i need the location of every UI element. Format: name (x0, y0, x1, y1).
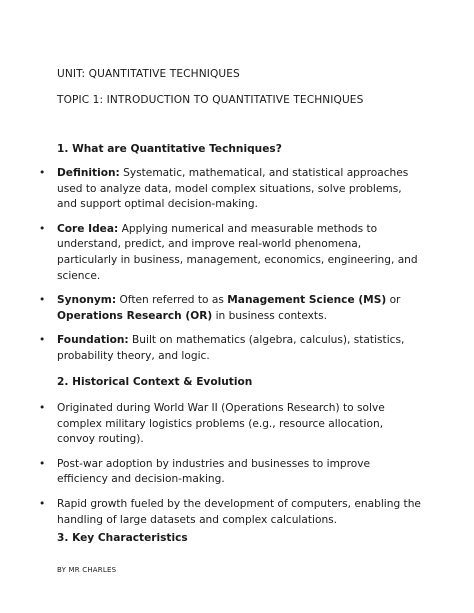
item-text: Originated during World War II (Operations Research) to solve complex military logistics problems (e.g., resource allocation, convoy routing). (57, 402, 385, 446)
item-text: Systematic, mathematical, and statistical approaches used to analyze data, model complex situations, solve problems, and support optimal decision-making. (57, 167, 409, 211)
list-item-rapid-growth (0, 497, 474, 528)
list-item-definition (0, 166, 474, 213)
list-item-origin (0, 401, 474, 448)
section-heading-what-are-qt: 1. What are Quantitative Techniques? (57, 143, 282, 155)
unit-heading: UNIT: QUANTITATIVE TECHNIQUES (57, 68, 240, 80)
bullet-icon: • (39, 222, 46, 235)
item-term: Definition: (57, 167, 120, 179)
item-term: Core Idea: (57, 222, 119, 235)
item-term: Foundation: (57, 334, 129, 347)
list-item-core-idea (0, 222, 474, 284)
item-text: or (386, 294, 401, 307)
bullet-icon: • (39, 402, 46, 414)
item-emphasis-management-science: Management Science (MS) (227, 294, 387, 307)
page-footer: BY MR CHARLES (57, 566, 117, 574)
section-2-list (0, 401, 474, 528)
section-heading-historical-context: 2. Historical Context & Evolution (57, 376, 253, 388)
item-text: Post-war adoption by industries and businesses to improve efficiency and decision-making. (57, 457, 371, 486)
item-text: Rapid growth fueled by the development of computers, enabling the handling of large datasets and complex calculations. (57, 497, 421, 526)
topic-heading: TOPIC 1: INTRODUCTION TO QUANTITATIVE TECHNIQUES (57, 94, 364, 106)
item-emphasis-operations-research: Operations Research (OR) (57, 309, 213, 322)
item-term: Synonym: (57, 294, 117, 307)
item-text: in business contexts. (212, 309, 327, 322)
item-text: Often referred to as (116, 294, 228, 307)
bullet-icon: • (39, 167, 46, 179)
list-item-post-war (0, 457, 474, 488)
section-heading-key-characteristics: 3. Key Characteristics (57, 532, 188, 544)
item-text: Built on mathematics (algebra, calculus), statistics, probability theory, and logic. (57, 334, 405, 362)
bullet-icon: • (39, 497, 46, 510)
item-text: Applying numerical and measurable methods to understand, predict, and improve real-world phenomena, particularly in business, management, economics, engineering, and science. (57, 222, 418, 282)
bullet-icon: • (39, 294, 46, 307)
list-item-synonym (0, 293, 474, 324)
bullet-icon: • (39, 457, 46, 470)
list-item-foundation (0, 333, 474, 364)
section-1-list (0, 166, 474, 365)
bullet-icon: • (39, 334, 46, 347)
